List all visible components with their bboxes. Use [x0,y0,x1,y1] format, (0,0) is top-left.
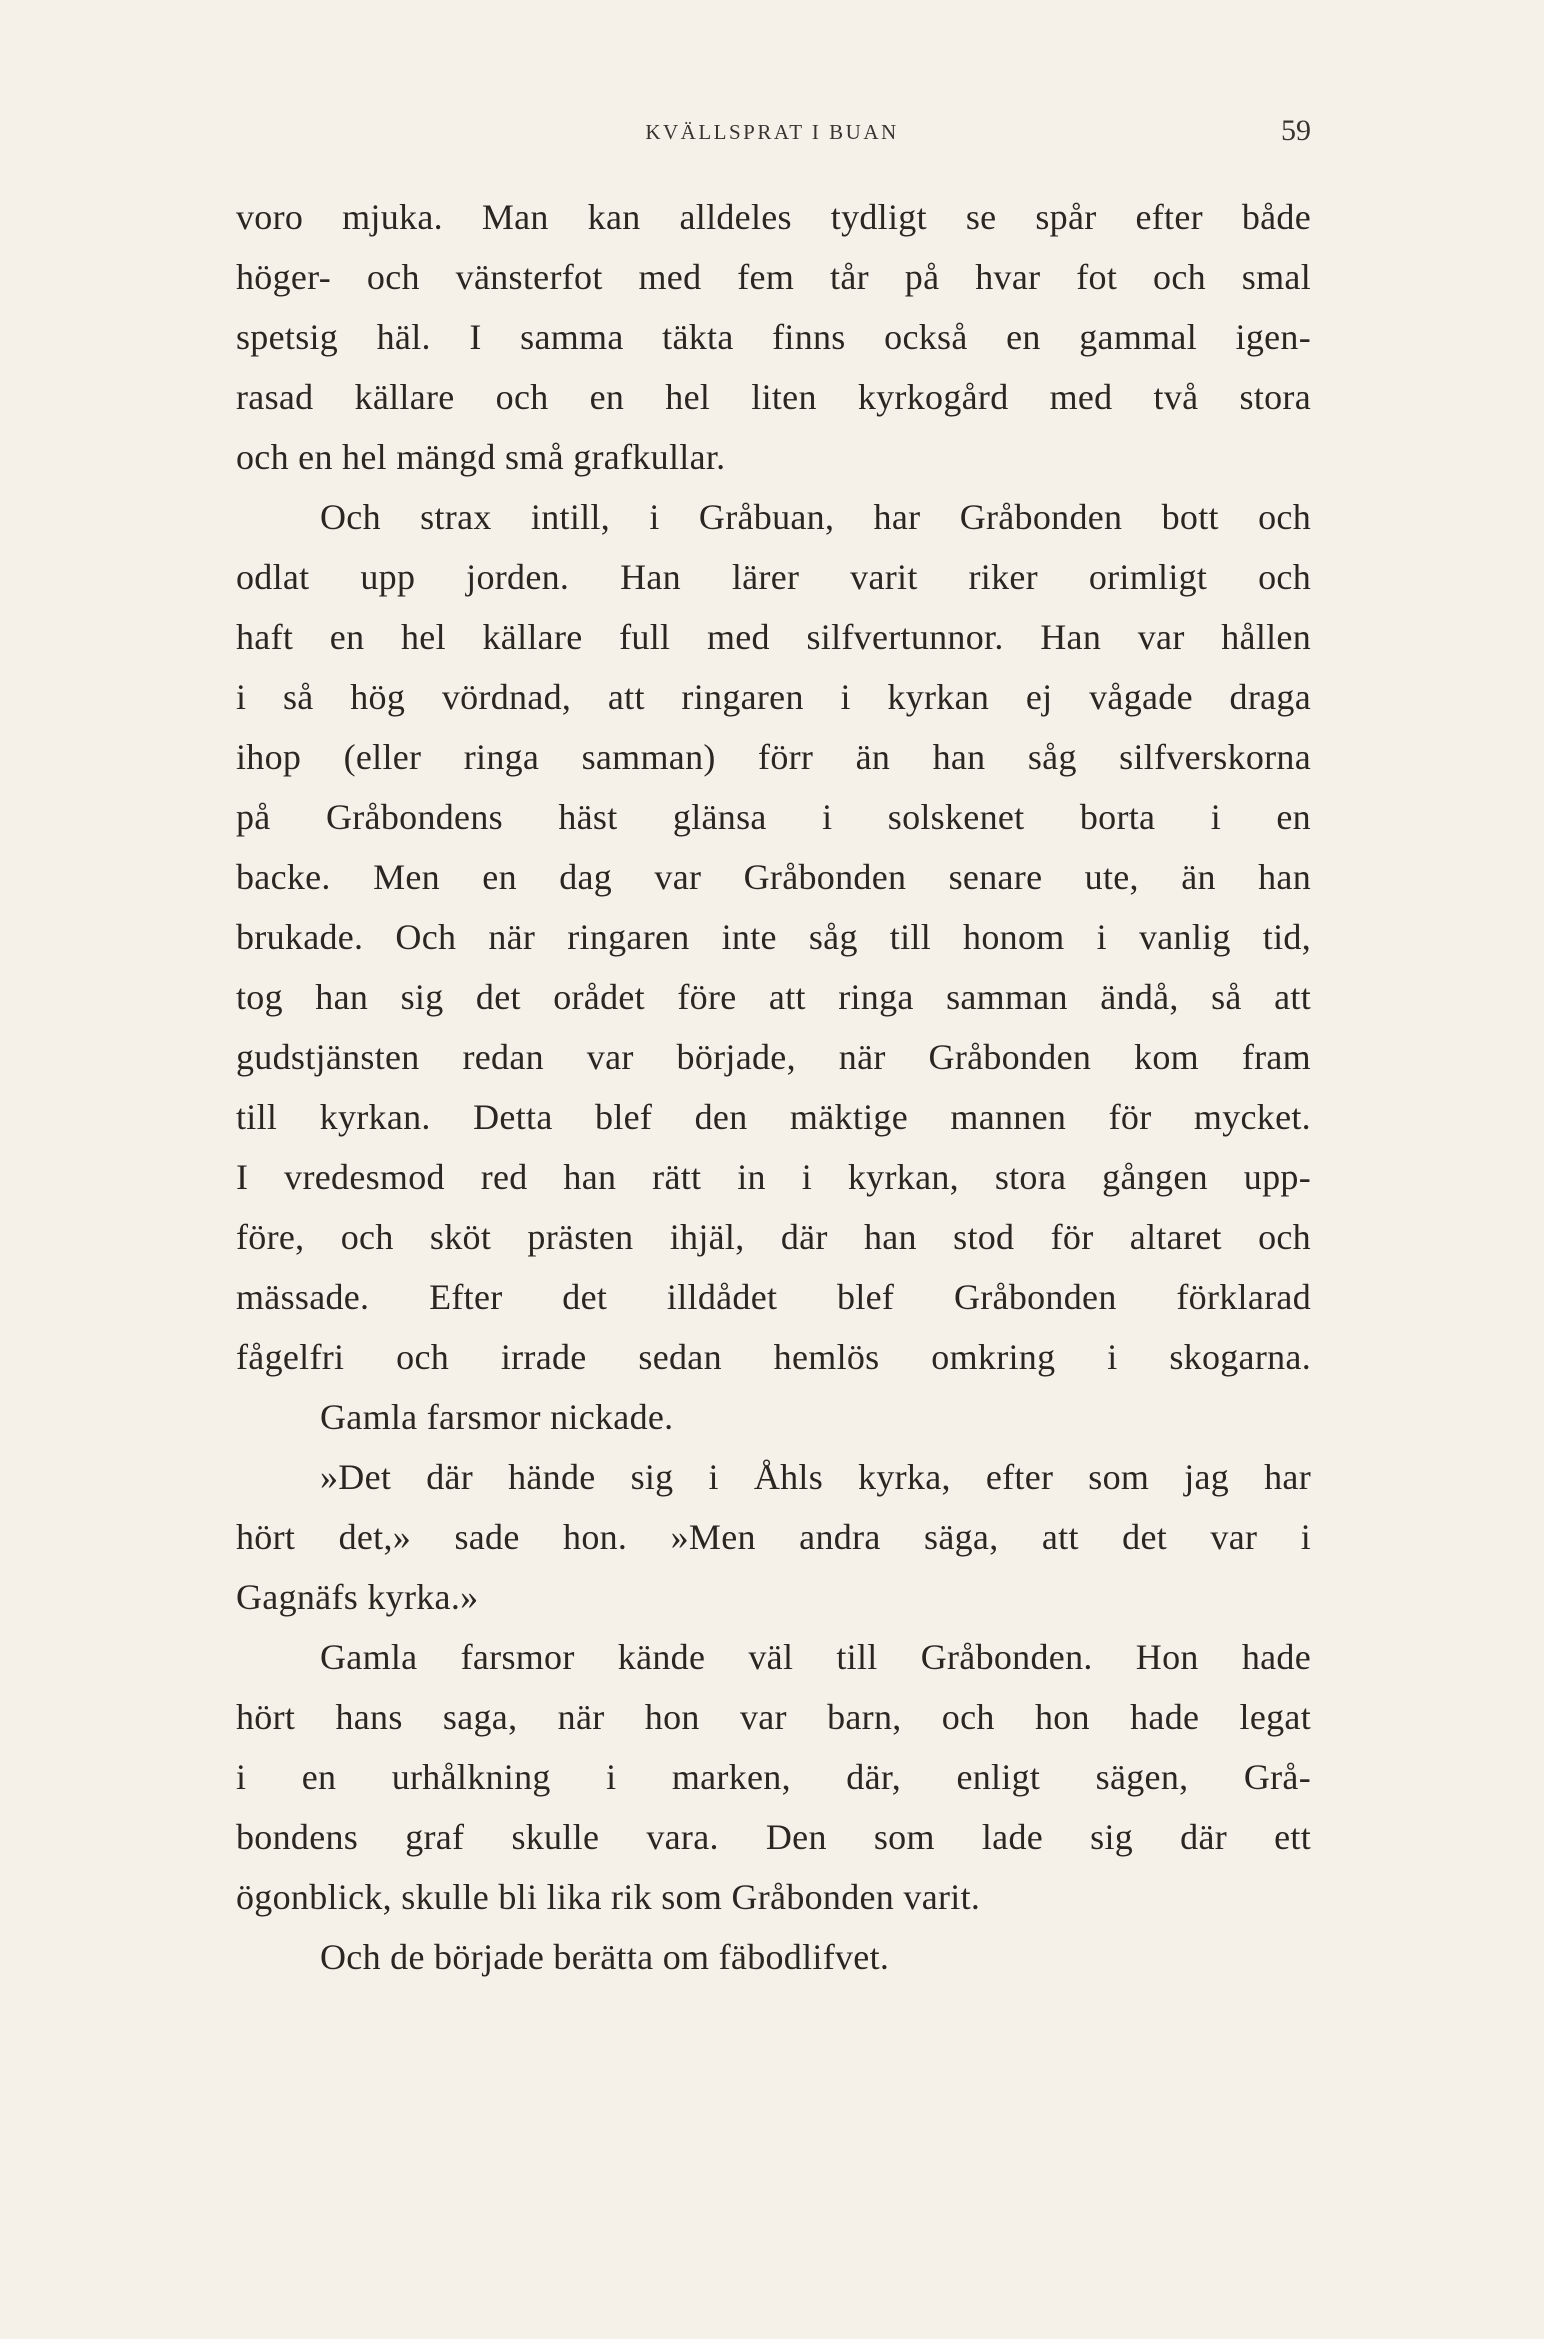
text-line: ihop (eller ringa samman) förr än han såg silfverskorna [236,737,1311,777]
text-line: mässade. Efter det illdådet blef Gråbonden förklarad [236,1277,1311,1317]
text-line: i en urhålkning i marken, där, enligt sägen, Grå- [236,1757,1311,1797]
text-line: hört hans saga, när hon var barn, och hon hade legat [236,1697,1311,1737]
text-line: gudstjänsten redan var började, när Gråbonden kom fram [236,1037,1311,1077]
text-line: Och strax intill, i Gråbuan, har Gråbonden bott och [320,497,1311,537]
text-line: odlat upp jorden. Han lärer varit riker orimligt och [236,557,1311,597]
running-title: KVÄLLSPRAT I BUAN [645,120,899,144]
text-line: i så hög vördnad, att ringaren i kyrkan ej vågade draga [236,677,1311,717]
text-line: på Gråbondens häst glänsa i solskenet borta i en [236,797,1311,837]
running-head [0,114,1544,154]
text-line: tog han sig det orådet före att ringa samman ändå, så att [236,977,1311,1017]
text-line: Gamla farsmor nickade. [320,1397,674,1437]
text-line: backe. Men en dag var Gråbonden senare ute, än han [236,857,1311,897]
text-line: ögonblick, skulle bli lika rik som Gråbonden varit. [236,1877,981,1917]
text-line: »Det där hände sig i Åhls kyrka, efter som jag har [320,1457,1311,1497]
text-line: höger- och vänsterfot med fem tår på hvar fot och smal [236,257,1311,297]
text-line: bondens graf skulle vara. Den som lade sig där ett [236,1817,1311,1857]
text-line: fågelfri och irrade sedan hemlös omkring i skogarna. [236,1337,1311,1377]
text-line: spetsig häl. I samma täkta finns också en gammal igen- [236,317,1311,357]
text-line: Gamla farsmor kände väl till Gråbonden. Hon hade [320,1637,1311,1677]
text-line: brukade. Och när ringaren inte såg till honom i vanlig tid, [236,917,1311,957]
text-line: och en hel mängd små grafkullar. [236,437,726,477]
text-line: hört det,» sade hon. »Men andra säga, att det var i [236,1517,1311,1557]
text-line: voro mjuka. Man kan alldeles tydligt se spår efter både [236,197,1311,237]
text-line: till kyrkan. Detta blef den mäktige mannen för mycket. [236,1097,1311,1137]
text-line: haft en hel källare full med silfvertunnor. Han var hållen [236,617,1311,657]
text-line: Gagnäfs kyrka.» [236,1577,479,1617]
text-line: Och de började berätta om fäbodlifvet. [320,1937,890,1977]
text-line: I vredesmod red han rätt in i kyrkan, stora gången upp- [236,1157,1311,1197]
body-text [236,187,1311,1987]
text-line: före, och sköt prästen ihjäl, där han stod för altaret och [236,1217,1311,1257]
page-number: 59 [1281,114,1311,147]
text-line: rasad källare och en hel liten kyrkogård med två stora [236,377,1311,417]
